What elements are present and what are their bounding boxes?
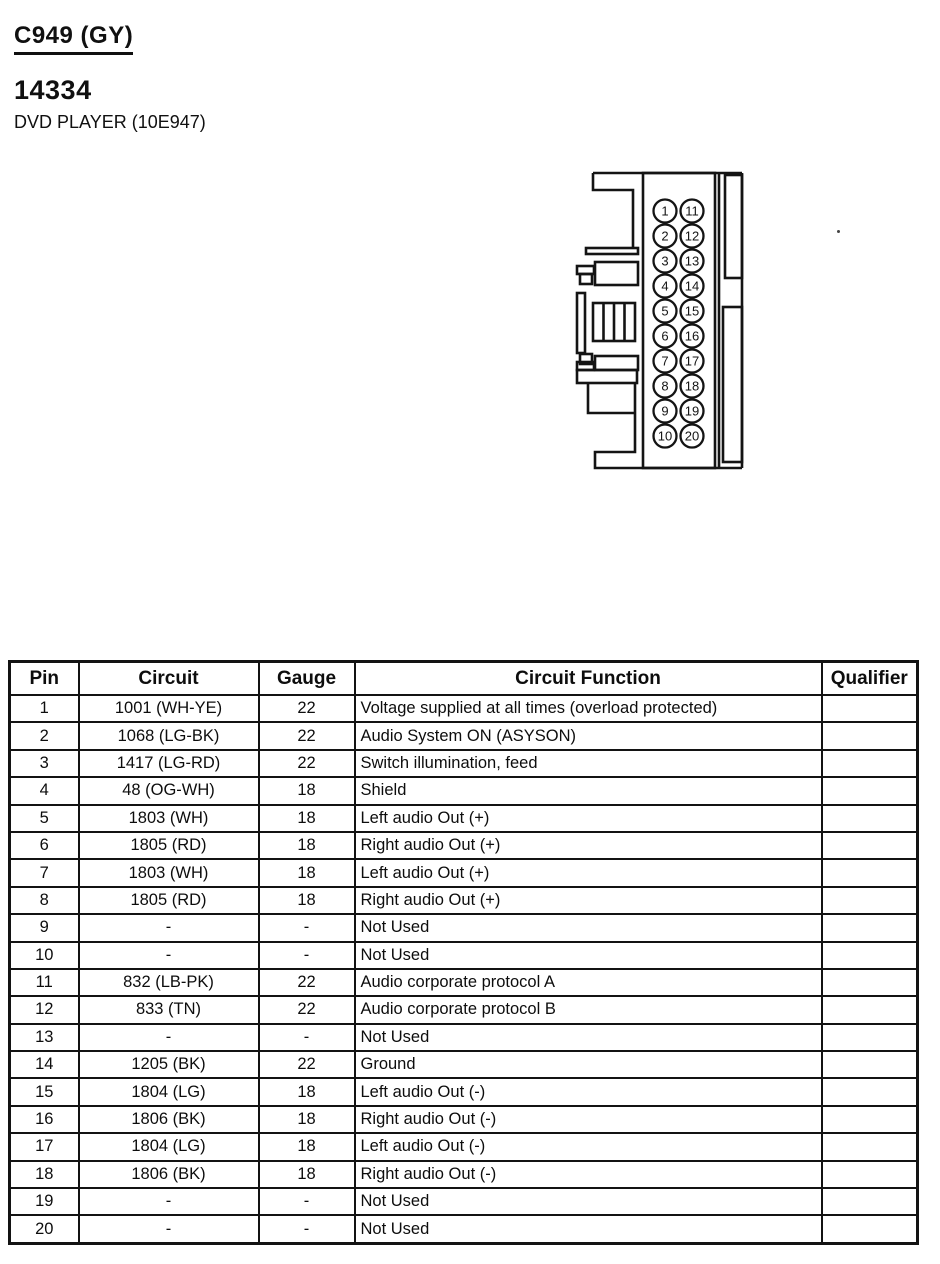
pin-grid <box>654 200 704 448</box>
gauge-cell: 18 <box>259 777 355 804</box>
circuit-function-cell: Not Used <box>355 914 822 941</box>
header-circuit: Circuit <box>79 662 259 696</box>
circuit-function-cell: Audio System ON (ASYSON) <box>355 722 822 749</box>
circuit-function-cell: Not Used <box>355 1024 822 1051</box>
circuit-function-cell: Ground <box>355 1051 822 1078</box>
pin-number: 7 <box>661 353 669 369</box>
table-row <box>10 1078 918 1105</box>
table-row <box>10 859 918 886</box>
pin-cell: 9 <box>10 914 79 941</box>
pin-cell: 15 <box>10 1078 79 1105</box>
table-row <box>10 1188 918 1215</box>
circuit-function-cell: Left audio Out (+) <box>355 859 822 886</box>
circuit-function-cell: Audio corporate protocol A <box>355 969 822 996</box>
circuit-cell: - <box>79 942 259 969</box>
circuit-function-cell: Voltage supplied at all times (overload protected) <box>355 695 822 722</box>
qualifier-cell <box>822 1106 918 1133</box>
qualifier-cell <box>822 942 918 969</box>
table-row <box>10 805 918 832</box>
pin-number: 19 <box>684 403 700 419</box>
pin-number: 10 <box>657 428 673 444</box>
pin-cell: 2 <box>10 722 79 749</box>
qualifier-cell <box>822 887 918 914</box>
pin-cell: 6 <box>10 832 79 859</box>
qualifier-cell <box>822 1133 918 1160</box>
gauge-cell: 22 <box>259 750 355 777</box>
pin-cell: 7 <box>10 859 79 886</box>
circuit-cell: 1805 (RD) <box>79 887 259 914</box>
table-row <box>10 1024 918 1051</box>
circuit-function-cell: Not Used <box>355 942 822 969</box>
circuit-function-cell: Switch illumination, feed <box>355 750 822 777</box>
pin-number: 5 <box>661 303 669 319</box>
circuit-cell: - <box>79 914 259 941</box>
qualifier-cell <box>822 722 918 749</box>
connector-diagram <box>565 163 765 475</box>
connector-id-title: C949 (GY) <box>14 22 133 55</box>
pin-cell: 3 <box>10 750 79 777</box>
qualifier-cell <box>822 777 918 804</box>
circuit-function-cell: Left audio Out (-) <box>355 1078 822 1105</box>
circuit-function-cell: Right audio Out (+) <box>355 887 822 914</box>
pin-cell: 11 <box>10 969 79 996</box>
gauge-cell: 22 <box>259 722 355 749</box>
gauge-cell: - <box>259 1215 355 1243</box>
pin-number: 6 <box>661 328 669 344</box>
circuit-cell: - <box>79 1215 259 1243</box>
qualifier-cell <box>822 1078 918 1105</box>
circuit-cell: 1806 (BK) <box>79 1161 259 1188</box>
circuit-cell: 1417 (LG-RD) <box>79 750 259 777</box>
gauge-cell: 18 <box>259 887 355 914</box>
component-name: DVD PLAYER (10E947) <box>14 112 206 132</box>
qualifier-cell <box>822 1215 918 1243</box>
table-row <box>10 969 918 996</box>
pin-cell: 20 <box>10 1215 79 1243</box>
pin-cell: 19 <box>10 1188 79 1215</box>
pin-number: 3 <box>661 253 669 269</box>
gauge-cell: 18 <box>259 832 355 859</box>
qualifier-cell <box>822 1051 918 1078</box>
gauge-cell: 22 <box>259 695 355 722</box>
pin-number: 4 <box>661 278 669 294</box>
circuit-function-cell: Left audio Out (+) <box>355 805 822 832</box>
pin-number: 12 <box>684 228 700 244</box>
qualifier-cell <box>822 1188 918 1215</box>
circuit-function-cell: Right audio Out (+) <box>355 832 822 859</box>
table-row <box>10 750 918 777</box>
circuit-function-cell: Audio corporate protocol B <box>355 996 822 1023</box>
pin-cell: 16 <box>10 1106 79 1133</box>
table-row <box>10 722 918 749</box>
circuit-cell: 1806 (BK) <box>79 1106 259 1133</box>
circuit-function-cell: Right audio Out (-) <box>355 1161 822 1188</box>
pin-number: 11 <box>685 203 699 219</box>
pin-cell: 10 <box>10 942 79 969</box>
circuit-cell: 48 (OG-WH) <box>79 777 259 804</box>
table-row <box>10 777 918 804</box>
table-header-row <box>10 662 918 696</box>
pin-number: 9 <box>661 403 669 419</box>
circuit-cell: 1805 (RD) <box>79 832 259 859</box>
gauge-cell: 18 <box>259 1078 355 1105</box>
circuit-cell: 1068 (LG-BK) <box>79 722 259 749</box>
gauge-cell: 22 <box>259 969 355 996</box>
pin-number: 17 <box>684 353 700 369</box>
header-pin: Pin <box>10 662 79 696</box>
pin-number: 14 <box>684 278 700 294</box>
gauge-cell: 18 <box>259 805 355 832</box>
pin-cell: 13 <box>10 1024 79 1051</box>
circuit-cell: 832 (LB-PK) <box>79 969 259 996</box>
circuit-function-cell: Right audio Out (-) <box>355 1106 822 1133</box>
document-header <box>14 22 206 133</box>
pin-number: 13 <box>684 253 700 269</box>
gauge-cell: - <box>259 942 355 969</box>
qualifier-cell <box>822 969 918 996</box>
header-gauge: Gauge <box>259 662 355 696</box>
circuit-function-cell: Not Used <box>355 1215 822 1243</box>
qualifier-cell <box>822 1024 918 1051</box>
qualifier-cell <box>822 1161 918 1188</box>
circuit-cell: 833 (TN) <box>79 996 259 1023</box>
table-row <box>10 1106 918 1133</box>
circuit-cell: 1205 (BK) <box>79 1051 259 1078</box>
pin-cell: 12 <box>10 996 79 1023</box>
circuit-cell: 1001 (WH-YE) <box>79 695 259 722</box>
pin-cell: 4 <box>10 777 79 804</box>
pin-number: 18 <box>684 378 700 394</box>
gauge-cell: 22 <box>259 996 355 1023</box>
circuit-function-cell: Shield <box>355 777 822 804</box>
pin-number: 15 <box>684 303 700 319</box>
pin-cell: 17 <box>10 1133 79 1160</box>
gauge-cell: - <box>259 1024 355 1051</box>
circuit-function-cell: Left audio Out (-) <box>355 1133 822 1160</box>
circuit-cell: - <box>79 1024 259 1051</box>
gauge-cell: 18 <box>259 1133 355 1160</box>
qualifier-cell <box>822 750 918 777</box>
pin-cell: 18 <box>10 1161 79 1188</box>
pin-cell: 14 <box>10 1051 79 1078</box>
table-row <box>10 996 918 1023</box>
circuit-cell: 1803 (WH) <box>79 805 259 832</box>
qualifier-cell <box>822 914 918 941</box>
qualifier-cell <box>822 805 918 832</box>
header-circuit-function: Circuit Function <box>355 662 822 696</box>
table-row <box>10 695 918 722</box>
pin-cell: 8 <box>10 887 79 914</box>
circuit-cell: 1804 (LG) <box>79 1078 259 1105</box>
header-qualifier: Qualifier <box>822 662 918 696</box>
pinout-table <box>8 660 919 1245</box>
circuit-function-cell: Not Used <box>355 1188 822 1215</box>
table-row <box>10 942 918 969</box>
qualifier-cell <box>822 859 918 886</box>
qualifier-cell <box>822 695 918 722</box>
circuit-cell: 1803 (WH) <box>79 859 259 886</box>
pin-cell: 5 <box>10 805 79 832</box>
gauge-cell: 18 <box>259 859 355 886</box>
table-row <box>10 832 918 859</box>
pin-number: 1 <box>661 203 669 219</box>
circuit-cell: 1804 (LG) <box>79 1133 259 1160</box>
table-row <box>10 887 918 914</box>
gauge-cell: - <box>259 1188 355 1215</box>
gauge-cell: 18 <box>259 1106 355 1133</box>
qualifier-cell <box>822 996 918 1023</box>
gauge-cell: 22 <box>259 1051 355 1078</box>
gauge-cell: 18 <box>259 1161 355 1188</box>
table-row <box>10 1215 918 1243</box>
table-row <box>10 1051 918 1078</box>
qualifier-cell <box>822 832 918 859</box>
gauge-cell: - <box>259 914 355 941</box>
scan-speck <box>837 230 840 233</box>
part-number: 14334 <box>14 75 92 105</box>
pin-cell: 1 <box>10 695 79 722</box>
pin-number: 8 <box>661 378 669 394</box>
pin-number: 16 <box>684 328 700 344</box>
table-row <box>10 914 918 941</box>
pin-number: 2 <box>661 228 669 244</box>
table-row <box>10 1133 918 1160</box>
circuit-cell: - <box>79 1188 259 1215</box>
table-row <box>10 1161 918 1188</box>
pin-number: 20 <box>684 428 700 444</box>
